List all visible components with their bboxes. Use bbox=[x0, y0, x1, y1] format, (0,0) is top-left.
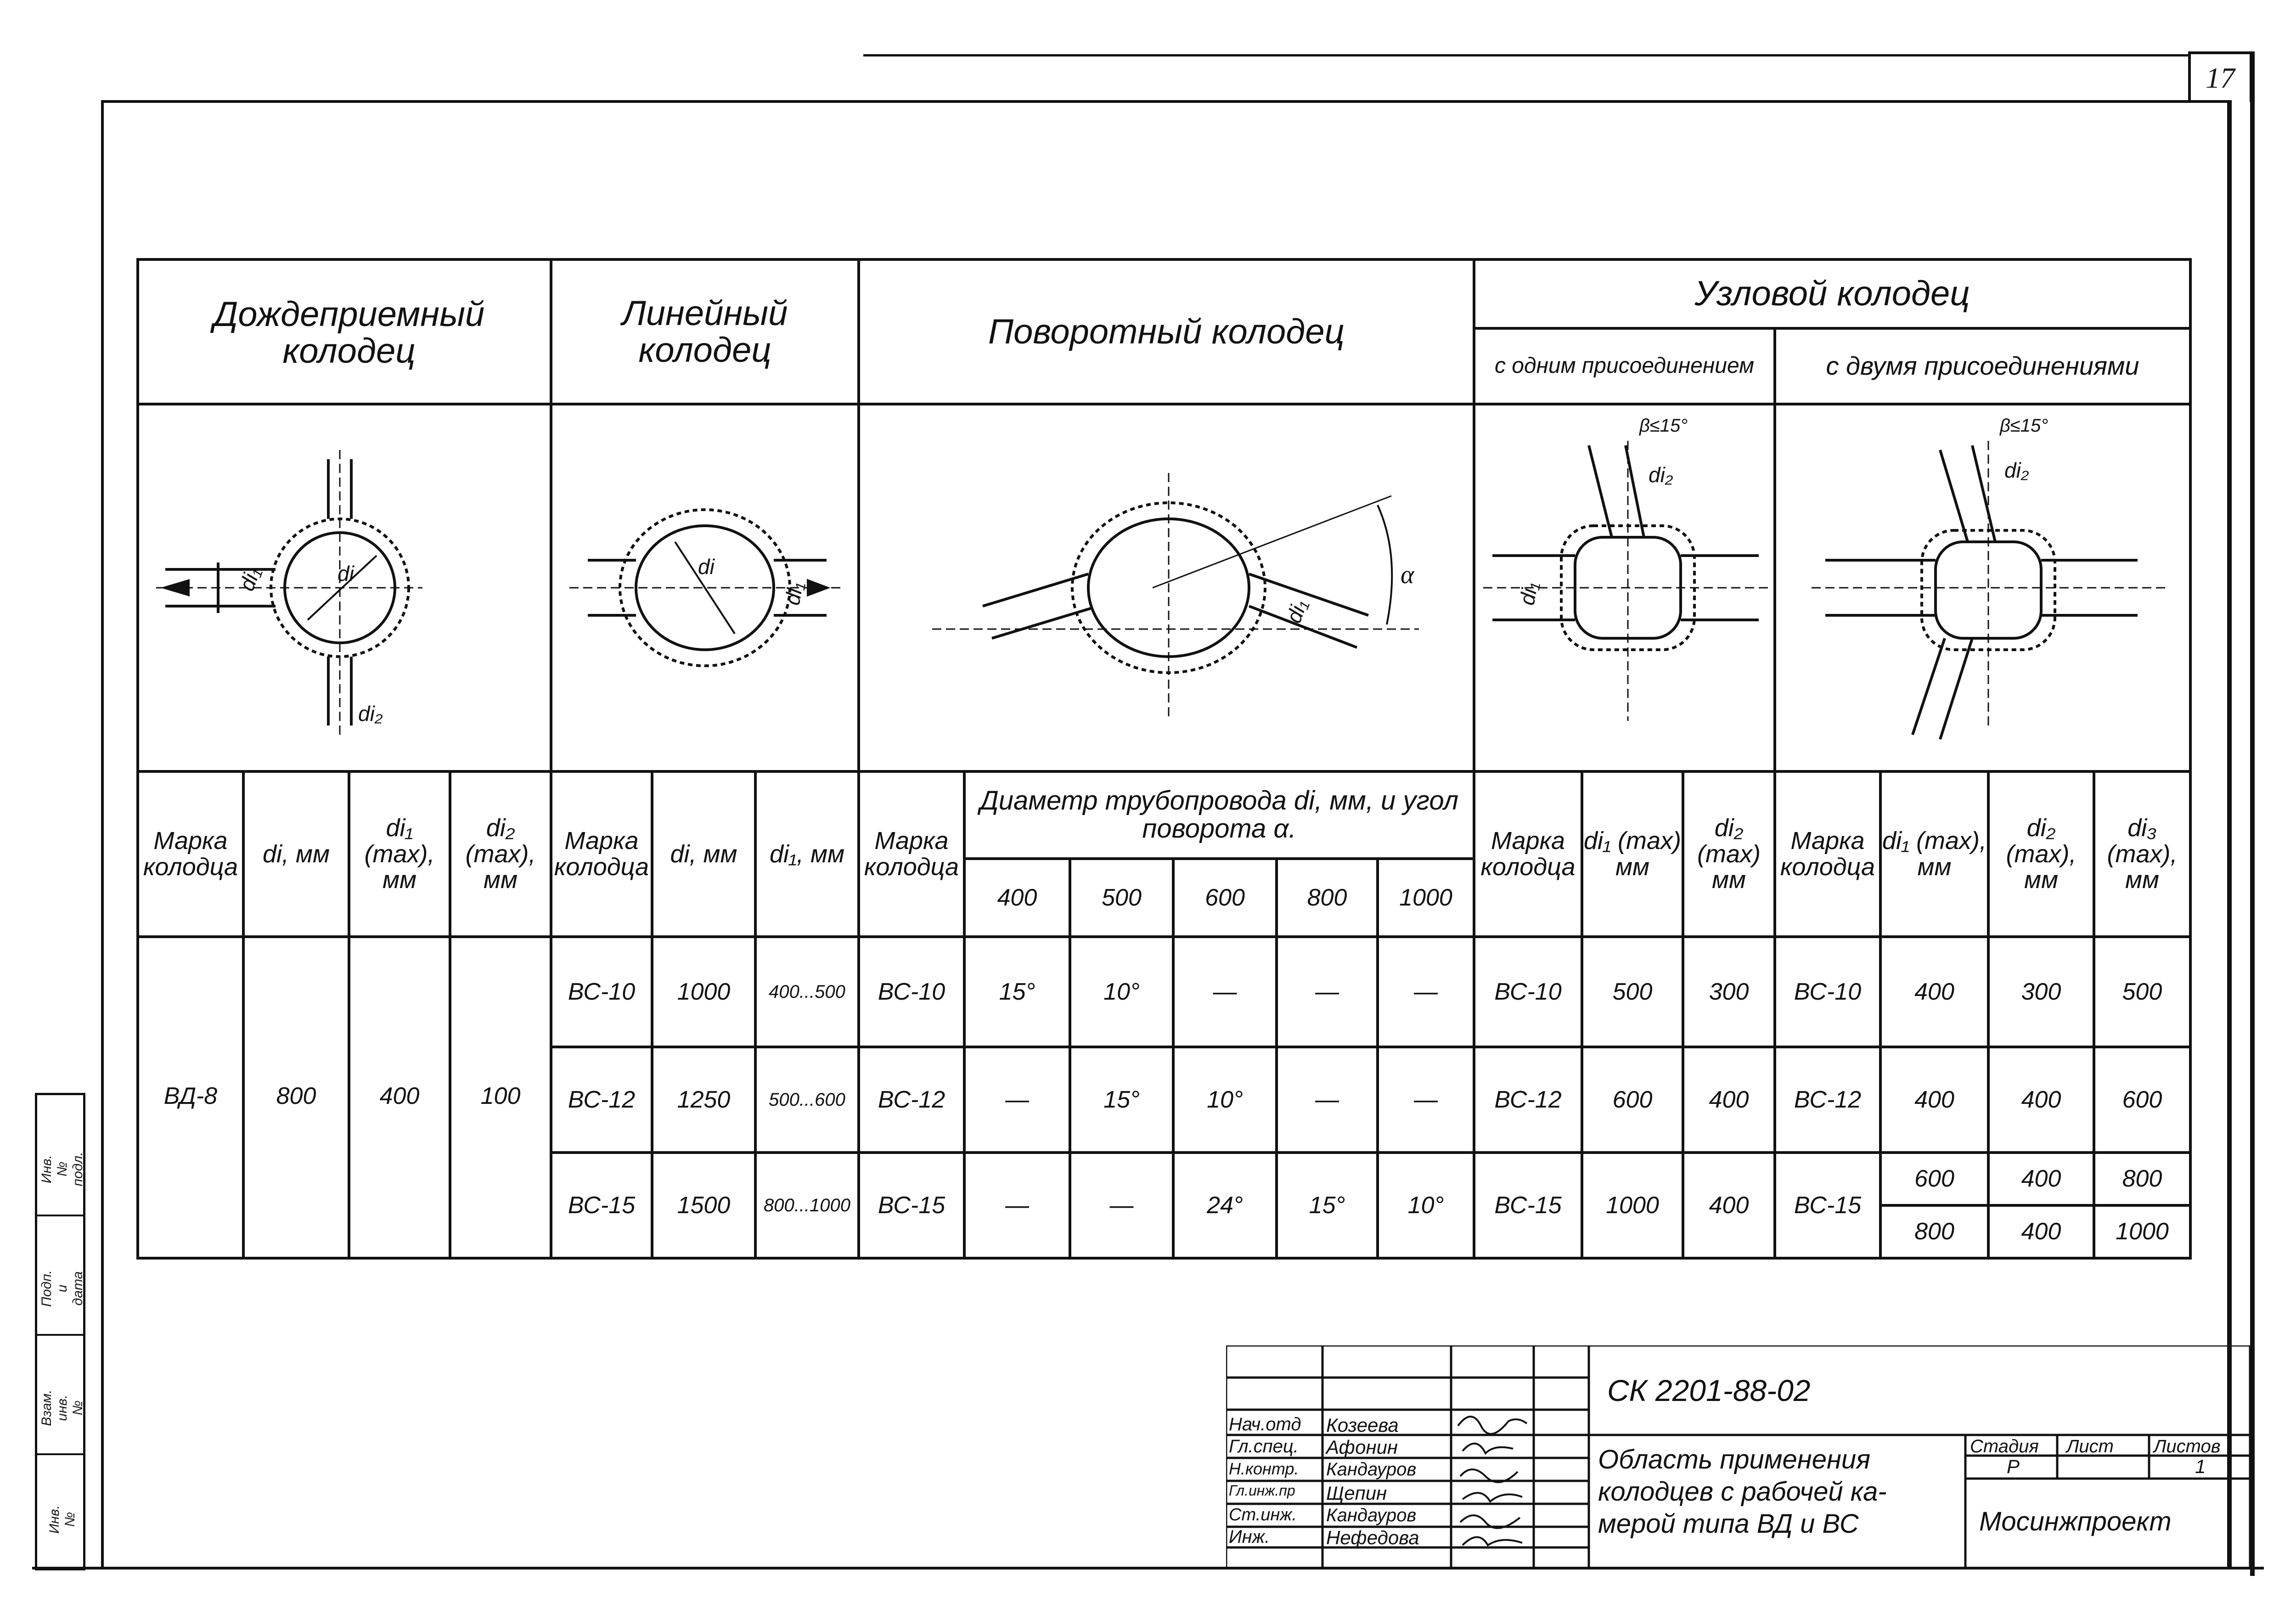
col-node2-di3: di₃ (max), мм bbox=[2107, 814, 2178, 894]
header-linear-well: Линейный колодец bbox=[622, 293, 788, 370]
node2-row2-di1: 400 bbox=[1914, 1086, 1954, 1113]
node-one-beta-label: β≤15° bbox=[1639, 416, 1688, 436]
node2-row4-di1: 800 bbox=[1914, 1218, 1954, 1245]
node2-row3-di2: 400 bbox=[2021, 1165, 2061, 1192]
node2-row3-di3: 800 bbox=[2122, 1165, 2162, 1192]
signatures bbox=[1453, 1407, 1531, 1573]
side-strip-divider bbox=[37, 1453, 83, 1455]
side-strip-label-0: Инв.№ подл. bbox=[39, 1152, 85, 1187]
turn-row3-500: — bbox=[1109, 1192, 1134, 1219]
linear-well-diagram bbox=[551, 404, 859, 771]
turn-row1-800: — bbox=[1315, 978, 1339, 1005]
turn-row2-mark: ВС-12 bbox=[878, 1086, 945, 1113]
node2-row3-di1: 600 bbox=[1914, 1165, 1954, 1192]
node-one-di2-label: di₂ bbox=[1649, 463, 1673, 487]
linear-row3-mark: ВС-15 bbox=[568, 1192, 636, 1219]
turn-row2-800: — bbox=[1315, 1086, 1339, 1113]
col-turn-800: 800 bbox=[1307, 884, 1347, 911]
rain-cell-di1: 400 bbox=[379, 1083, 420, 1109]
top-rule bbox=[863, 54, 2190, 56]
node1-row1-mark: ВС-10 bbox=[1494, 978, 1562, 1005]
sheets-label: Листов bbox=[2154, 1436, 2221, 1457]
node-two-beta-label: β≤15° bbox=[2000, 416, 2048, 436]
name-0: Козеева bbox=[1326, 1414, 1399, 1436]
rain-cell-di: 800 bbox=[276, 1083, 316, 1109]
node2-row1-di1: 400 bbox=[1914, 978, 1954, 1005]
role-1: Гл.спец. bbox=[1229, 1436, 1299, 1457]
node2-row2-mark: ВС-12 bbox=[1794, 1086, 1862, 1113]
name-3: Щепин bbox=[1326, 1482, 1387, 1504]
rain-di1-label: di₁ bbox=[234, 564, 265, 594]
col-node2-di1: di₁ (max), мм bbox=[1882, 827, 1987, 881]
header-rain-well bbox=[152, 271, 546, 395]
turn-di1-label: di₁ bbox=[1281, 596, 1312, 626]
col-node1-di2: di₂ (max) мм bbox=[1697, 814, 1761, 894]
col-linear-di: di, мм bbox=[670, 840, 737, 868]
col-turn-1000: 1000 bbox=[1399, 884, 1452, 911]
header-rain-well-text: Дождеприемный колодец bbox=[213, 295, 485, 371]
stage-label: Стадия bbox=[1970, 1436, 2039, 1457]
title-line-3: мерой типа ВД и ВС bbox=[1598, 1509, 1859, 1539]
node2-row1-di2: 300 bbox=[2021, 978, 2061, 1005]
turn-row1-500: 10° bbox=[1103, 978, 1140, 1005]
col-rain-di2: di₂ (max), мм bbox=[465, 814, 536, 894]
page-number: 17 bbox=[2188, 51, 2252, 102]
role-5: Инж. bbox=[1229, 1527, 1270, 1547]
name-5: Нефедова bbox=[1326, 1527, 1419, 1548]
col-linear-mark: Марка колодца bbox=[554, 827, 649, 881]
rain-di2-label: di₂ bbox=[358, 702, 383, 726]
turn-row3-800: 15° bbox=[1309, 1192, 1345, 1219]
col-turn-caption: Диаметр трубопровода di, мм, и угол поворота α. bbox=[979, 786, 1459, 844]
sheets-value: 1 bbox=[2195, 1456, 2206, 1477]
node-one-di1-label: di₁ bbox=[1514, 580, 1542, 607]
doc-code: СК 2201-88-02 bbox=[1607, 1373, 1811, 1407]
col-turn-mark: Марка колодца bbox=[864, 827, 959, 881]
turn-row3-400: — bbox=[1005, 1192, 1029, 1219]
role-4: Ст.инж. bbox=[1229, 1505, 1297, 1524]
node1-row3-di1: 1000 bbox=[1606, 1192, 1659, 1219]
side-strip-label-3: Инв. № bbox=[47, 1505, 78, 1534]
side-strip-divider bbox=[37, 1215, 83, 1216]
linear-row1-di1: 400...500 bbox=[769, 982, 845, 1002]
node1-row2-mark: ВС-12 bbox=[1494, 1086, 1562, 1113]
linear-di-label: di bbox=[698, 555, 715, 579]
linear-row3-di1: 800...1000 bbox=[763, 1195, 851, 1215]
turn-alpha-label: α bbox=[1401, 561, 1414, 589]
node2-row4-di2: 400 bbox=[2021, 1218, 2061, 1245]
col-turn-500: 500 bbox=[1102, 884, 1142, 911]
turn-row1-1000: — bbox=[1414, 978, 1438, 1005]
side-strip-divider bbox=[37, 1334, 83, 1336]
node1-row2-di2: 400 bbox=[1709, 1086, 1749, 1113]
col-node2-mark: Марка колодца bbox=[1780, 827, 1875, 881]
role-2: Н.контр. bbox=[1229, 1459, 1299, 1478]
linear-row3-di: 1500 bbox=[677, 1192, 731, 1219]
node2-row4-di3: 1000 bbox=[2116, 1218, 2169, 1245]
turn-row1-400: 15° bbox=[999, 978, 1035, 1005]
title-line-2: колодцев с рабочей ка- bbox=[1598, 1477, 1887, 1507]
side-strip bbox=[35, 1093, 85, 1570]
side-strip-label-2: Взам. инв. № bbox=[39, 1389, 85, 1426]
name-4: Кандауров bbox=[1326, 1505, 1417, 1525]
role-3: Гл.инж.пр bbox=[1229, 1482, 1295, 1499]
node1-row2-di1: 600 bbox=[1612, 1086, 1653, 1113]
node1-row1-di2: 300 bbox=[1709, 978, 1749, 1005]
node2-row2-di3: 600 bbox=[2122, 1086, 2162, 1113]
rain-well-diagram bbox=[138, 404, 551, 771]
turn-row3-mark: ВС-15 bbox=[878, 1192, 945, 1219]
header-node-one: с одним присоединением bbox=[1494, 354, 1755, 378]
linear-row2-di1: 500...600 bbox=[769, 1090, 845, 1110]
role-0: Нач.отд bbox=[1229, 1414, 1301, 1434]
col-node2-di2: di₂ (max), мм bbox=[2006, 814, 2077, 894]
col-rain-di1: di₁ (max), мм bbox=[364, 814, 435, 894]
linear-row2-mark: ВС-12 bbox=[568, 1086, 636, 1113]
sheet-label: Лист bbox=[2066, 1436, 2114, 1457]
node1-row3-mark: ВС-15 bbox=[1494, 1192, 1562, 1219]
node2-row1-di3: 500 bbox=[2122, 978, 2162, 1005]
stage-value: Р bbox=[2007, 1456, 2020, 1477]
header-node-two: с двумя присоединениями bbox=[1826, 351, 2139, 381]
node2-row2-di2: 400 bbox=[2021, 1086, 2061, 1113]
col-rain-mark: Марка колодца bbox=[143, 827, 238, 881]
organization: Мосинжпроект bbox=[1979, 1507, 2172, 1536]
col-node1-di1: di₁ (max) мм bbox=[1583, 827, 1682, 881]
title-line-1: Область применения bbox=[1598, 1445, 1871, 1474]
turn-row3-600: 24° bbox=[1207, 1192, 1243, 1219]
linear-row1-di: 1000 bbox=[677, 978, 731, 1005]
col-rain-di: di, мм bbox=[262, 840, 330, 868]
turn-row2-600: 10° bbox=[1207, 1086, 1243, 1113]
node2-row1-mark: ВС-10 bbox=[1794, 978, 1862, 1005]
col-turn-400: 400 bbox=[997, 884, 1037, 911]
name-2: Кандауров bbox=[1326, 1459, 1417, 1479]
rain-di-label: di bbox=[338, 562, 354, 585]
col-turn-600: 600 bbox=[1205, 884, 1245, 911]
turn-row1-600: — bbox=[1213, 978, 1237, 1005]
linear-row1-mark: ВС-10 bbox=[568, 978, 636, 1005]
node2-row3-mark: ВС-15 bbox=[1794, 1192, 1862, 1219]
turn-row2-400: — bbox=[1005, 1086, 1029, 1113]
header-node-well: Узловой колодец bbox=[1694, 274, 1970, 314]
node-two-diagram bbox=[1775, 404, 2190, 771]
col-node1-mark: Марка колодца bbox=[1480, 827, 1576, 881]
node-one-diagram bbox=[1474, 404, 1775, 771]
turn-row2-1000: — bbox=[1414, 1086, 1438, 1113]
turn-row2-500: 15° bbox=[1103, 1086, 1140, 1113]
header-turn-well: Поворотный колодец bbox=[988, 312, 1345, 351]
rain-cell-mark: ВД-8 bbox=[163, 1083, 218, 1109]
linear-row2-di: 1250 bbox=[677, 1086, 731, 1113]
col-linear-di1: di₁, мм bbox=[769, 840, 845, 868]
turn-well-diagram bbox=[859, 404, 1474, 771]
node1-row3-di2: 400 bbox=[1709, 1192, 1749, 1219]
name-1: Афонин bbox=[1326, 1436, 1398, 1458]
linear-di1-label: di₁ bbox=[780, 580, 808, 607]
rain-cell-di2: 100 bbox=[480, 1083, 521, 1109]
node-two-di2-label: di₂ bbox=[2004, 458, 2029, 482]
turn-row1-mark: ВС-10 bbox=[878, 978, 945, 1005]
turn-row3-1000: 10° bbox=[1407, 1192, 1444, 1219]
side-strip-label-1: Подп. и дата bbox=[39, 1270, 85, 1307]
node1-row1-di1: 500 bbox=[1612, 978, 1653, 1005]
